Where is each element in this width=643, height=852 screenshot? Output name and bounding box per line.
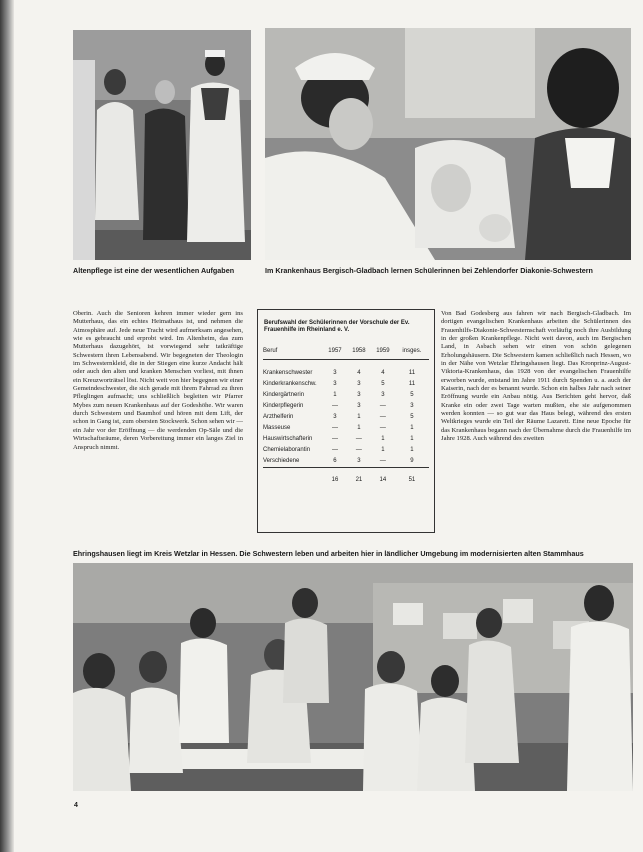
table-cell: 14 [371, 467, 395, 488]
table-total-row [263, 467, 429, 488]
table-cell: — [331, 424, 338, 431]
table-cell: 3 [357, 380, 361, 387]
table-cell: 16 [323, 467, 347, 488]
table-row [263, 401, 429, 412]
photo-nurses-with-baby [265, 28, 631, 260]
table-cell: 3 [357, 457, 361, 464]
table-cell: 4 [381, 369, 385, 376]
table-cell: 3 [410, 402, 414, 409]
table-cell: Arzthelferin [263, 413, 294, 420]
table-cell: — [355, 435, 362, 442]
table-cell: Verschiedene [263, 457, 300, 464]
caption-photo-elderly-care: Altenpflege ist eine der wesentlichen Aufgaben [73, 266, 235, 275]
article-column-left [73, 310, 243, 532]
table-cell: Hauswirtschafterin [263, 435, 313, 442]
table-cell: 11 [408, 369, 416, 376]
statistics-table-box [257, 309, 435, 533]
caption-photo-ehringshausen: Ehringshausen liegt im Kreis Wetzlar in Hessen. Die Schwestern leben und arbeiten hier in ländlicher Umgebung im modernisierten alten Stammhaus [73, 549, 584, 558]
table-header-cell: 1958 [347, 341, 371, 360]
table-row [263, 423, 429, 434]
article-paragraph-left: Oberin. Auch die Senioren kehren immer wieder gern ins Mutterhaus, das ein echtes Heimathaus ist, und nehmen die Atmosphäre auf. Jede neue Tracht wird aufmerksam angesehen, wie es gebraucht und erprobt wird. Im Altenheim, das zum Mutterhaus dazugehört, ist vorwiegend sehr tatkräftige Schwestern ihren Lebensabend. Wir begegneten der Theologin im Schwesternkleid, die in der Stiegen eine kurze Andacht hält oder auch den alten und kranken Menschen vorliest, mit ihnen ein Kreuzworträtsel löst. Nicht weit von hier begegnen wir einer Gemeindeschwester, die sich gerade mit ihrem Fahrrad zu ihren Pfleglingen aufmacht; uns schließlich begleiten wir Pfarrer Mybes zum neuen Krankenhaus auf der Godeshöhe. Wir waren durch Schwestern und Baumhof und hören mit dem Lift, der schon in Gang ist, zum obersten Stockwerk. Schon sehen wir — ein Jahr vor der Eröffnung — die werdenden Op-Säle und die Wirtschaftsräume, deren Vorbereitung immer ein langes Ziel in Anspruch nimmt. [73, 310, 243, 451]
binding-gutter [0, 0, 14, 852]
table-cell: — [331, 446, 338, 453]
table-cell: 4 [357, 369, 361, 376]
table-cell: 6 [333, 457, 337, 464]
table-header-row [263, 341, 429, 360]
table-cell: — [379, 413, 386, 420]
table-cell: — [331, 435, 338, 442]
photo-nurses-terrace [73, 563, 633, 791]
table-cell: Chemielaborantin [263, 446, 311, 453]
table-cell: Kinderpflegerin [263, 402, 304, 409]
table-row [263, 434, 429, 445]
table-cell: 3 [357, 402, 361, 409]
table-header-cell: 1959 [371, 341, 395, 360]
caption-photo-nurses-with-baby: Im Krankenhaus Bergisch-Gladbach lernen Schülerinnen bei Zehlendorfer Diakonie-Schwestern [265, 266, 593, 275]
article-paragraph-right: Von Bad Godesberg aus fahren wir nach Bergisch-Gladbach. Im dortigen evangelischen Krankenhaus arbeiten die Schülerinnen des Frauenhilfs-Diakonie-Schwesternschaft vorläufig noch ihre Ausbildung in der großen Krankenpflege. Nicht weit davon, auch im Bergischen Land, in Asbach sehen wir einen von schön gelegenen Erholungshäusern. Die Schwestern kamen schließlich nach Hessen, wo in der Nähe von Wetzlar Ehringshausen liegt. Das Kronprinz-August-Viktoria-Krankenhaus, das 1928 von der evangelischen Frauenhilfe erworben wurde, entstand im Jahre 1911 durch Spenden u. a. auch der Kaiserin, nach der es benannt wurde. Schon ein halbes Jahr nach seiner Eröffnung wurde ein Anbau nötig. Aus Berichten geht hervor, daß Kranke ein oder zwei Tage warten mußten, ehe sie aufgenommen werden konnten — so gut war das Haus belegt, während des ersten Weltkrieges wurde ein Teil der Räume Lazarett. Eine neue Epoche für das Krankenhaus begann nach der Übernahme durch die Frauenhilfe im Jahre 1928. Auch während des zweiten [441, 310, 631, 443]
table-cell: 1 [333, 391, 337, 398]
table-cell: 3 [381, 391, 385, 398]
table-cell: 1 [381, 446, 385, 453]
photo-elderly-care [73, 30, 251, 260]
table-cell: — [379, 424, 386, 431]
table-cell: 21 [347, 467, 371, 488]
table-cell: — [355, 446, 362, 453]
table-cell: 3 [357, 391, 361, 398]
table-cell: 9 [410, 457, 414, 464]
table-title: Berufswahl der Schülerinnen der Vorschule der Ev. Frauenhilfe im Rheinland e. V. [264, 320, 410, 334]
table-cell: Masseuse [263, 424, 291, 431]
table-cell: 1 [410, 424, 414, 431]
table-cell: 3 [333, 413, 337, 420]
table-cell: 1 [381, 435, 385, 442]
table-cell [263, 467, 323, 488]
table-cell: 3 [333, 369, 337, 376]
table-cell: 1 [357, 424, 361, 431]
table-row [263, 412, 429, 423]
table-row [263, 379, 429, 390]
table-cell: 1 [357, 413, 361, 420]
table-cell: 51 [395, 467, 429, 488]
table-cell: Krankenschwester [263, 369, 313, 376]
table-cell: 5 [381, 380, 385, 387]
table-row [263, 390, 429, 401]
table-cell: 1 [410, 446, 414, 453]
page-number: 4 [74, 802, 78, 809]
table-row [263, 456, 429, 468]
table-cell: — [379, 402, 386, 409]
table-cell: 3 [333, 380, 337, 387]
table-cell: 5 [410, 391, 414, 398]
table-row [263, 445, 429, 456]
table-header-cell: insges. [395, 341, 429, 360]
table-cell: Kinderkrankenschw. [263, 380, 317, 387]
table-row [263, 368, 429, 379]
article-column-right [441, 310, 631, 532]
table-header-cell: Beruf [263, 341, 323, 360]
table-cell: 1 [410, 435, 414, 442]
table-cell: — [331, 402, 338, 409]
table-cell: 5 [410, 413, 414, 420]
statistics-table [263, 341, 429, 488]
table-cell: 11 [408, 380, 416, 387]
table-cell: — [379, 457, 386, 464]
table-cell: Kindergärtnerin [263, 391, 305, 398]
table-header-cell: 1957 [323, 341, 347, 360]
